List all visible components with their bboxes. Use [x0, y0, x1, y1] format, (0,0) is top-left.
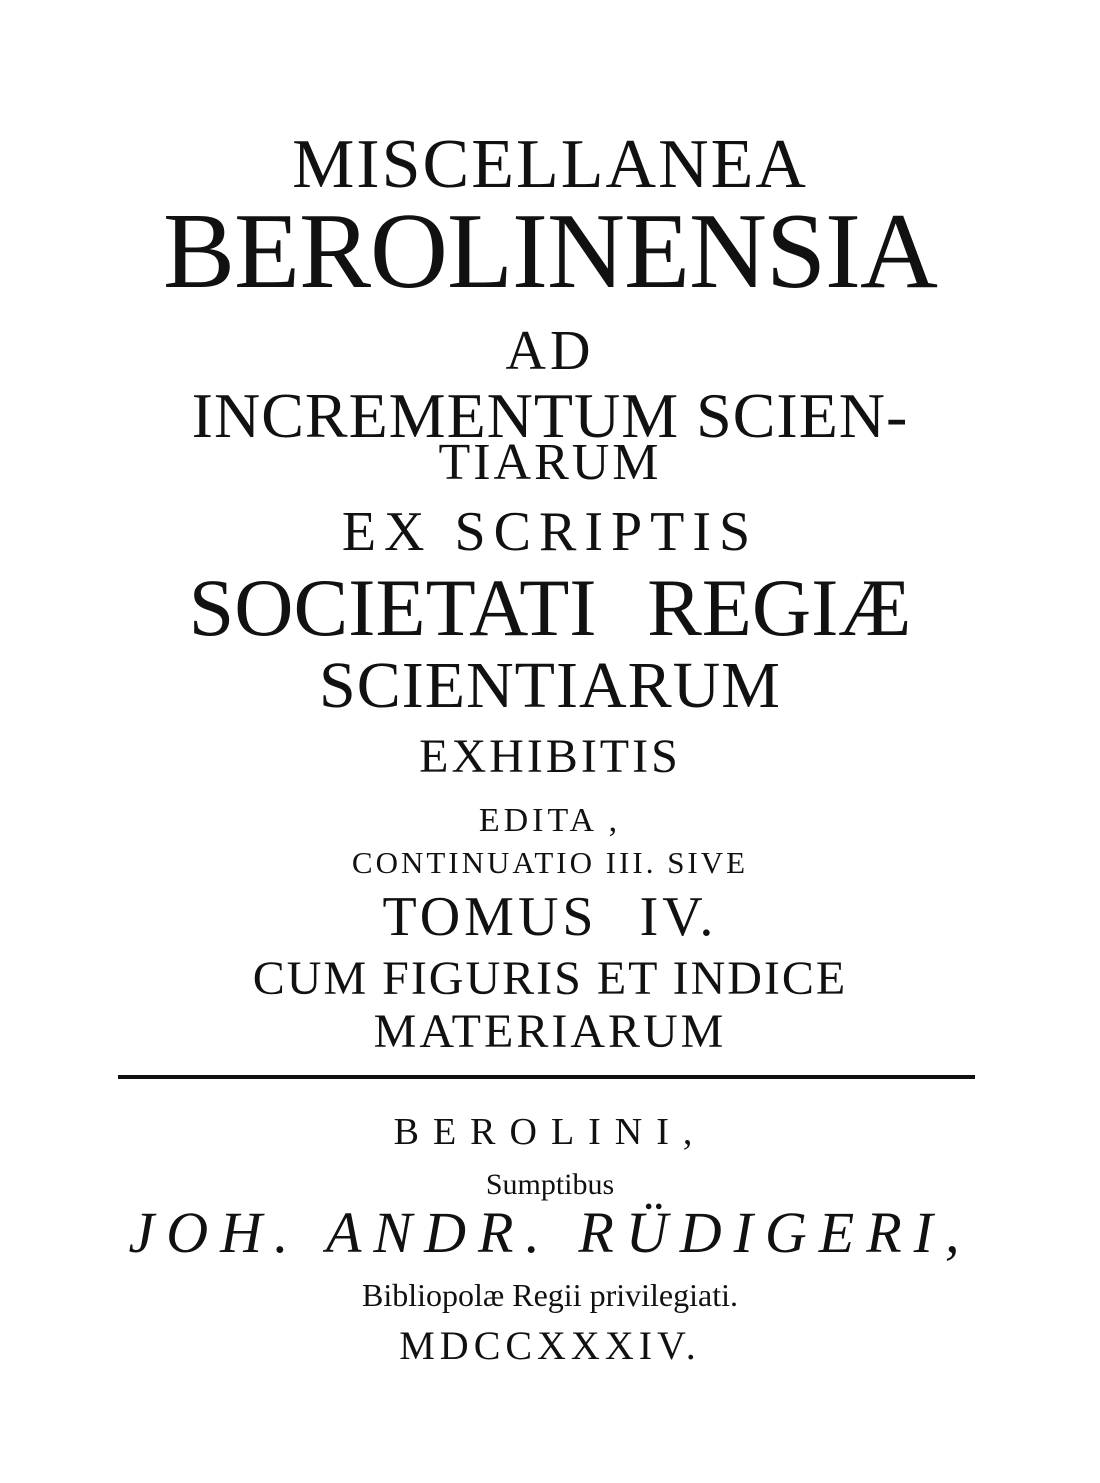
title-line-societati-regiae: SOCIETATI REGIÆ: [188, 562, 912, 653]
title-line-miscellanea: MISCELLANEA: [292, 126, 808, 203]
title-line-edita: EDITA ,: [478, 802, 622, 839]
title-line-tomus: TOMUS IV.: [382, 886, 718, 948]
horizontal-rule: [118, 1075, 975, 1079]
title-line-cum-figuris: CUM FIGURIS ET INDICE: [252, 952, 848, 1005]
title-line-materiarum: MATERIARUM: [373, 1005, 727, 1058]
title-line-incrementum: INCREMENTUM SCIEN-: [191, 380, 909, 451]
title-line-exhibitis: EXHIBITIS: [419, 730, 681, 783]
title-line-scientiarum: SCIENTIARUM: [318, 649, 781, 722]
imprint-publisher-role: Bibliopolæ Regii privilegiati.: [362, 1277, 738, 1313]
title-line-tiarum: TIARUM: [438, 434, 662, 491]
title-line-continuatio: CONTINUATIO III. SIVE: [351, 845, 749, 880]
imprint-publisher: JOH. ANDR. RÜDIGERI,: [128, 1200, 972, 1265]
title-line-ex-scriptis: EX SCRIPTIS: [341, 501, 759, 563]
title-line-berolinensia: BEROLINENSIA: [163, 192, 937, 311]
imprint-place: BEROLINI,: [393, 1111, 707, 1153]
imprint-sumptibus: Sumptibus: [485, 1168, 615, 1201]
title-line-ad: AD: [505, 320, 595, 382]
imprint-year: MDCCXXXIV.: [399, 1323, 701, 1368]
